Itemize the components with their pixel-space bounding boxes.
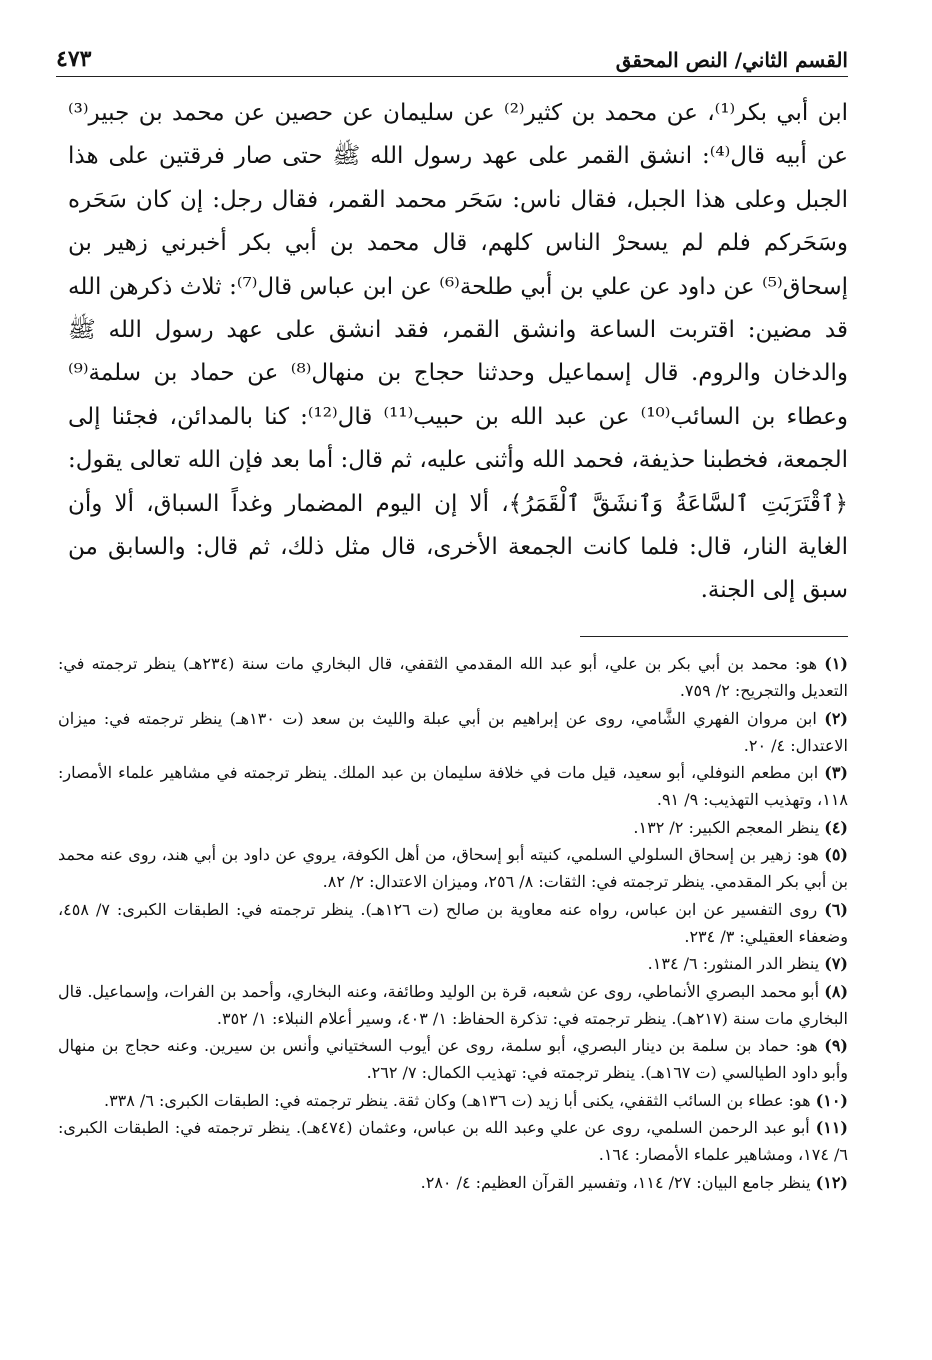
- footnote-number: (١): [824, 654, 848, 673]
- footnote-text: روى التفسير عن ابن عباس، رواه عنه معاوية بن صالح (ت ١٢٦هـ). ينظر ترجمته في: الطبقات الكبرى: ٧/ ٤٥٨، وضعفاء العقيلي: ٣/ ٢٣٤.: [58, 899, 848, 946]
- footnote-text: هو: عطاء بن السائب الثقفي، يكنى أبا زيد (ت ١٣٦هـ) وكان ثقة. ينظر ترجمته في: الطبقات الكبرى: ٦/ ٣٣٨.: [103, 1090, 811, 1110]
- footnote-text: ابن مروان الفهري الشَّامي، روى عن إبراهيم بن أبي عبلة والليث بن سعد (ت ١٣٠هـ) ينظر ترجمته في: ميزان الاعتدال: ٤/ ٢٠.: [58, 708, 848, 755]
- footnote-2: [58, 705, 848, 760]
- footnote-number: (١١): [815, 1118, 848, 1138]
- footnote-6: [58, 896, 848, 951]
- footnote-separator: [580, 636, 848, 637]
- footnote-number: (٦): [824, 899, 848, 919]
- footnote-number: (٩): [824, 1036, 848, 1056]
- main-text: [68, 92, 848, 613]
- footnote-number: (٧): [824, 954, 848, 974]
- footnote-text: ابن مطعم النوفلي، أبو سعيد، قيل مات في خلافة سليمان بن عبد الملك. ينظر ترجمته في مشاهير علماء الأمصار: ١١٨، وتهذيب التهذيب: ٩/ ٩١.: [58, 763, 848, 810]
- footnote-text: ينظر جامع البيان: ٢٧/ ١١٤، وتفسير القرآن العظيم: ٤/ ٢٨٠.: [420, 1172, 811, 1192]
- footnote-10: [58, 1087, 848, 1114]
- footnote-number: (٤): [824, 817, 848, 837]
- footnote-9: [58, 1032, 848, 1087]
- footnote-7: [58, 950, 848, 977]
- footnote-number: (٥): [824, 845, 848, 865]
- footnote-number: (٣): [824, 763, 848, 783]
- body-paragraph: ابن أبي بكر⁽¹⁾، عن محمد بن كثير⁽²⁾ عن سليمان عن حصين عن محمد بن جبير⁽³⁾ عن أبيه قال⁽⁴⁾: انشق القمر على عهد رسول الله ﷺ حتى صار فرقتين على هذا الجبل وعلى هذا الجبل، فقال ناس: سَحَر محمد القمر، فقال رجل: إن كان سَحَره وسَحَركم فلم لم يسحرْ الناس كلهم، قال محمد بن أبي بكر أخبرني زهير بن إسحاق⁽⁵⁾ عن داود عن علي بن أبي طلحة⁽⁶⁾ عن ابن عباس قال⁽⁷⁾: ثلاث ذكرهن الله قد مضين: اقتربت الساعة وانشق القمر، فقد انشق على عهد رسول الله ﷺ والدخان والروم. قال إسماعيل وحدثنا حجاج بن منهال⁽⁸⁾ عن حماد بن سلمة⁽⁹⁾ وعطاء بن السائب⁽¹⁰⁾ عن عبد الله بن حبيب⁽¹¹⁾ قال⁽¹²⁾: كنا بالمدائن، فجئنا إلى الجمعة، فخطبنا حذيفة، فحمد الله وأثنى عليه، ثم قال: أما بعد فإن الله تعالى يقول: ﴿ٱقْتَرَبَتِ ٱلسَّاعَةُ وَٱنشَقَّ ٱلْقَمَرُ﴾، ألا إن اليوم المضمار وغداً السباق، ألا وأن الغاية النار، قال: فلما كانت الجمعة الأخرى، قال مثل ذلك، ثم قال: والسابق من سبق إلى الجنة.: [68, 100, 849, 604]
- footnote-12: [58, 1169, 848, 1196]
- footnote-text: أبو محمد البصري الأنماطي، روى عن شعبه، قرة بن الوليد وطائفة، وعنه البخاري، وأحمد بن الفرات، وإسماعيل. قال البخاري مات سنة (٢١٧هـ). ينظر ترجمته في: تذكرة الحفاظ: ١/ ٤٠٣، وسير أعلام النبلاء: ١/ ٣٥٢.: [58, 981, 848, 1028]
- footnote-number: (٨): [824, 981, 849, 1001]
- footnote-1: [58, 650, 848, 705]
- footnote-number: (١٠): [815, 1090, 848, 1110]
- page-number: ٤٧٣: [56, 46, 92, 72]
- footnotes: [58, 650, 848, 1196]
- section-title: القسم الثاني/ النص المحقق: [615, 48, 848, 72]
- footnote-5: [58, 841, 848, 896]
- page-header: [56, 34, 848, 77]
- footnote-4: [58, 814, 848, 841]
- footnote-text: هو: حماد بن سلمة بن دينار البصري، أبو سلمة، روى عن أيوب السختياني وأنس بن سيرين. وعنه حجاج بن منهال وأبو داود الطيالسي (ت ١٦٧هـ). ينظر ترجمته في: تهذيب الكمال: ٧/ ٢٦٢.: [58, 1036, 848, 1083]
- footnote-text: هو: محمد بن أبي بكر بن علي، أبو عبد الله المقدمي الثقفي، قال البخاري مات سنة (٢٣٤هـ) ينظر ترجمته في: التعديل والتجريح: ٢/ ٧٥٩.: [58, 654, 848, 701]
- footnote-8: [58, 978, 848, 1033]
- footnote-text: هو: زهير بن إسحاق السلولي السلمي، كنيته أبو إسحاق، من أهل الكوفة، يروي عن داود بن أبي هند، روى عنه محمد بن أبي بكر المقدمي. ينظر ترجمته في: الثقات: ٨/ ٢٥٦، وميزان الاعتدال: ٢/ ٨٢.: [58, 845, 848, 892]
- footnote-text: أبو عبد الرحمن السلمي، روى عن علي وعبد الله بن عباس، وعثمان (٤٧٤هـ). ينظر ترجمته في: الطبقات الكبرى: ٦/ ١٧٤، ومشاهير علماء الأمصار: ١٦٤.: [58, 1118, 848, 1165]
- footnote-3: [58, 759, 848, 814]
- footnote-number: (١٢): [815, 1172, 848, 1192]
- footnote-text: ينظر المعجم الكبير: ٢/ ١٣٢.: [633, 817, 820, 837]
- footnote-11: [58, 1114, 848, 1169]
- footnote-text: ينظر الدر المنثور: ٦/ ١٣٤.: [647, 954, 820, 974]
- footnote-number: (٢): [824, 708, 848, 728]
